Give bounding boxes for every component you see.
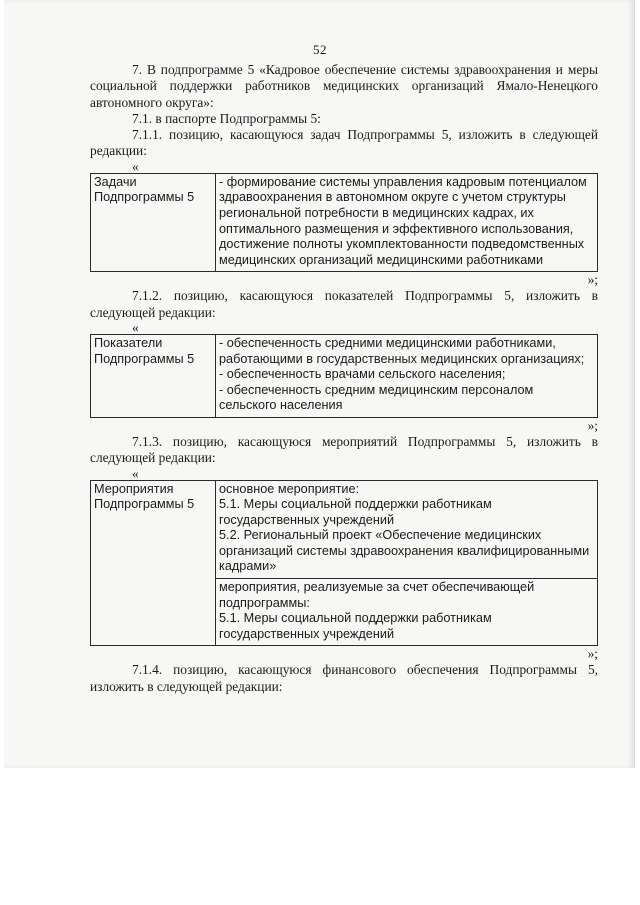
indicators-label: Показатели Подпрограммы 5: [91, 334, 216, 417]
item-7-1-3: 7.1.3. позицию, касающуюся мероприятий Подпрограммы 5, изложить в следующей редакции:: [90, 433, 598, 466]
table-row: [91, 173, 598, 272]
activities-table: [90, 480, 598, 647]
activity-line: 5.2. Региональный проект «Обеспечение медицинских организаций системы здравоохранения квалифицированными кадрами»: [219, 528, 590, 574]
activity-line: 5.1. Меры социальной поддержки работникам государственных учреждений: [219, 497, 492, 527]
activity-line: основное мероприятие:: [219, 481, 360, 496]
indicator-line: - обеспеченность врачами сельского населения;: [219, 367, 506, 382]
page-number: 52: [313, 42, 327, 57]
tasks-label: Задачи Подпрограммы 5: [91, 173, 216, 272]
activity-line: 5.1. Меры социальной поддержки работникам государственных учреждений: [219, 611, 492, 641]
activities-main: [216, 480, 598, 579]
quote-close: »;: [587, 646, 598, 662]
indicator-line: - обеспеченность средними медицинскими работниками, работающими в государственных медицинских организациях;: [219, 335, 585, 366]
indicator-line: - обеспеченность средним медицинским персоналом сельского населения: [219, 382, 534, 413]
activities-support: [216, 579, 598, 646]
tasks-value: - формирование системы управления кадровым потенциалом здравоохранения в автономном округе с учетом структуры региональной потребности в медицинских кадрах, их оптимального размещения и эффективного использования, достижение полноты укомплектованности подведомственных медицинских организаций медицинскими работниками: [216, 173, 598, 272]
quote-open: «: [132, 319, 139, 335]
item-7-1: 7.1. в паспорте Подпрограммы 5:: [132, 110, 321, 126]
quote-open: «: [132, 465, 139, 481]
quote-open: «: [132, 158, 139, 174]
quote-close: »;: [587, 417, 598, 433]
table-row: [91, 334, 598, 417]
activity-line: мероприятия, реализуемые за счет обеспечивающей подпрограммы:: [219, 580, 535, 610]
item-7-1-2: 7.1.2. позицию, касающуюся показателей Подпрограммы 5, изложить в следующей редакции:: [90, 288, 598, 320]
activities-label: Мероприятия Подпрограммы 5: [91, 480, 216, 646]
table-row: [91, 480, 598, 579]
tasks-table: [90, 173, 598, 273]
indicators-table: [90, 334, 598, 418]
intro-paragraph: 7. В подпрограмме 5 «Кадровое обеспечение системы здравоохранения и меры социальной поддержки работников медицинских организаций Ямало-Ненецкого автономного округа»:: [90, 62, 598, 110]
indicators-value: [216, 334, 598, 417]
quote-close: »;: [587, 272, 598, 288]
item-7-1-1: 7.1.1. позицию, касающуюся задач Подпрограммы 5, изложить в следующей редакции:: [90, 127, 598, 159]
item-7-1-4: 7.1.4. позицию, касающуюся финансового обеспечения Подпрограммы 5, изложить в следующей редакции:: [90, 662, 598, 694]
document-body: [90, 62, 598, 695]
